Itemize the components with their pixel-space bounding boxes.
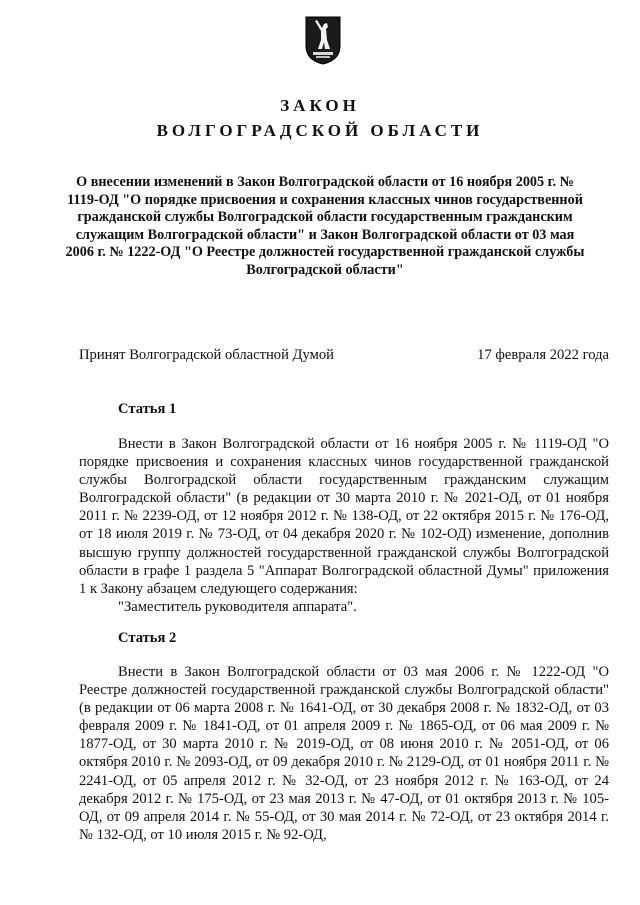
article-2-body	[79, 663, 609, 844]
region-heading: ВОЛГОГРАДСКОЙ ОБЛАСТИ	[156, 121, 484, 140]
adopted-by-text: Принят Волгоградской областной Думой	[79, 347, 334, 363]
article-1-paragraph-1: Внести в Закон Волгоградской области от 16 ноября 2005 г. № 1119-ОД "О порядке присвоения и сохранения классных чинов государственной гражданской службы Волгоградской области государственным гражданским служащим Волгоградской области" (в редакции от 30 марта 2010 г. № 2021-ОД, от 01 ноября 2011 г. № 2239-ОД, от 12 ноября 2012 г. № 138-ОД, от 22 октября 2015 г. № 176-ОД, от 18 июля 2019 г. № 73-ОД, от 04 декабря 2020 г. № 102-ОД) изменение, дополнив высшую группу должностей государственной гражданской службы Волгоградской области в графе 1 раздела 5 "Аппарат Волгоградской областной Думы" приложения 1 к Закону абзацем следующего содержания:	[79, 436, 609, 597]
volgograd-coat-of-arms-icon	[303, 14, 343, 66]
article-2-paragraph-1: Внести в Закон Волгоградской области от 03 мая 2006 г. № 1222-ОД "О Реестре должностей государственной гражданской службы Волгоградской области" (в редакции от 06 марта 2008 г. № 1641-ОД, от 30 декабря 2008 г. № 1832-ОД, от 03 февраля 2009 г. № 1841-ОД, от 01 апреля 2009 г. № 1865-ОД, от 06 мая 2009 г. № 1877-ОД, от 30 марта 2010 г. № 2019-ОД, от 08 июня 2010 г. № 2051-ОД, от 06 октября 2010 г. № 2093-ОД, от 09 декабря 2010 г. № 2129-ОД, от 01 ноября 2011 г. № 2241-ОД, от 05 апреля 2012 г. № 32-ОД, от 23 ноября 2012 г. № 163-ОД, от 24 декабря 2012 г. № 175-ОД, от 23 мая 2013 г. № 47-ОД, от 01 октября 2013 г. № 105-ОД, от 09 апреля 2014 г. № 55-ОД, от 30 мая 2014 г. № 72-ОД, от 23 октября 2014 г. № 132-ОД, от 10 июля 2015 г. № 92-ОД,	[79, 664, 609, 843]
article-1-title: Статья 1	[118, 401, 177, 417]
law-subject-title: О внесении изменений в Закон Волгоградской области от 16 ноября 2005 г. № 1119-ОД "О порядке присвоения и сохранения классных чинов государственной гражданской службы Волгоградской области государственным гражданским служащим Волгоградской области" и Закон Волгоградской области от 03 мая 2006 г. № 1222-ОД "О Реестре должностей государственной гражданской службы Волгоградской области"	[65, 174, 585, 278]
article-1-body	[79, 435, 609, 616]
adoption-date: 17 февраля 2022 года	[477, 347, 609, 363]
article-2-title: Статья 2	[118, 630, 177, 646]
document-type-heading: ЗАКОН	[280, 96, 360, 115]
article-1-paragraph-2: "Заместитель руководителя аппарата".	[118, 598, 357, 615]
